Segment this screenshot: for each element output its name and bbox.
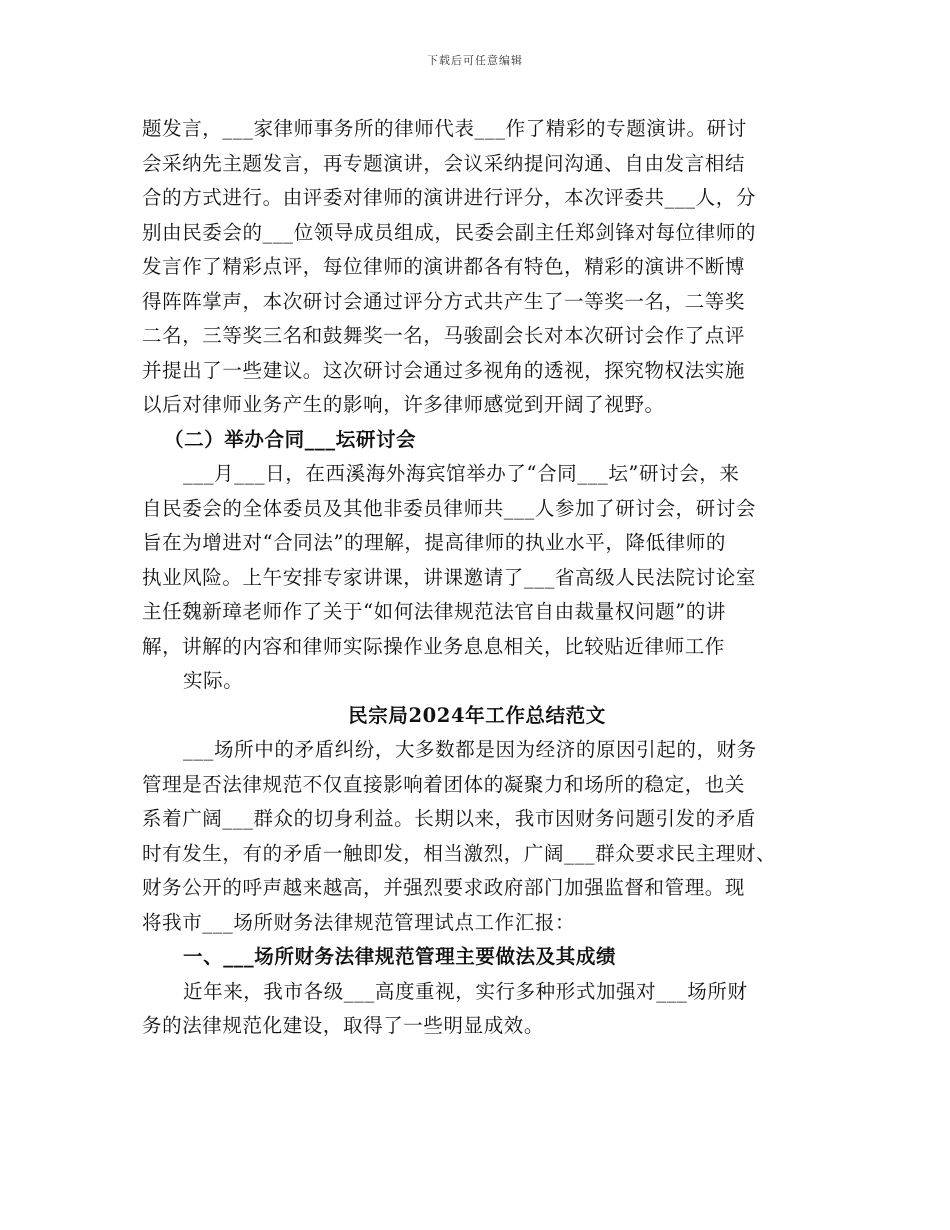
paragraph-line: 并提出了一些建议。这次研讨会通过多视角的透视，探究物权法实施 [142,358,746,382]
paragraph-line: 别由民委会的___位领导成员组成，民委会副主任郑剑锋对每位律师的 [142,220,756,244]
paragraph-line: 二名，三等奖三名和鼓舞奖一名，马骏副会长对本次研讨会作了点评 [142,324,746,347]
document-title: 民宗局2024年工作总结范文 [348,703,606,727]
paragraph-line: 执业风险。上午安排专家讲课，讲课邀请了___省高级人民法院讨论室 [142,565,756,589]
paragraph-line: 以后对律师业务产生的影响，许多律师感觉到开阔了视野。 [142,393,665,416]
paragraph-line: 旨在为增进对“合同法”的理解，提高律师的执业水平，降低律师的 [142,531,726,554]
paragraph-line: ___月___日，在西溪海外海宾馆举办了“合同___坛”研讨会，来 [183,462,740,485]
paragraph-line: 近年来，我市各级___高度重视，实行多种形式加强对___场所财 [183,979,748,1003]
paragraph-line: 合的方式进行。由评委对律师的演讲进行评分，本次评委共___人，分 [142,186,756,209]
section-heading: 一、___场所财务法律规范管理主要做法及其成绩 [183,945,617,968]
section-heading: （二）举办合同___坛研讨会 [164,427,417,451]
document-body [142,112,812,1044]
paragraph-line: 财务公开的呼声越来越高，并强烈要求政府部门加强监督和管理。现 [142,876,746,899]
paragraph-line: 实际。 [183,669,244,692]
paragraph-line: 得阵阵掌声，本次研讨会通过评分方式共产生了一等奖一名，二等奖 [142,289,746,313]
paragraph-line: 会采纳先主题发言，再专题演讲，会议采纳提问沟通、自由发言相结 [142,151,746,175]
paragraph-line: 将我市___场所财务法律规范管理试点工作汇报： [142,910,576,934]
paragraph-line: 主任魏新璋老师作了关于“如何法律规范法官自由裁量权问题”的讲 [142,600,726,623]
paragraph-line: 自民委会的全体委员及其他非委员律师共___人参加了研讨会，研讨会 [142,496,756,520]
paragraph-line: 发言作了精彩点评，每位律师的演讲都各有特色，精彩的演讲不断博 [142,255,746,278]
paragraph-line: 管理是否法律规范不仅直接影响着团体的凝聚力和场所的稳定，也关 [142,772,746,796]
paragraph-line: 题发言，___家律师事务所的律师代表___作了精彩的专题演讲。研讨 [142,117,747,140]
download-note-header: 下载后可任意编辑 [427,54,523,67]
paragraph-line: 时有发生，有的矛盾一触即发，相当激烈，广阔___群众要求民主理财、 [142,841,777,865]
paragraph-line: 系着广阔___群众的切身利益。长期以来，我市因财务问题引发的矛盾 [142,807,756,830]
paragraph-line: 解，讲解的内容和律师实际操作业务息息相关，比较贴近律师工作 [142,634,725,658]
paragraph-line: 务的法律规范化建设，取得了一些明显成效。 [142,1014,545,1037]
paragraph-line: ___场所中的矛盾纠纷，大多数都是因为经济的原因引起的，财务 [183,738,757,761]
